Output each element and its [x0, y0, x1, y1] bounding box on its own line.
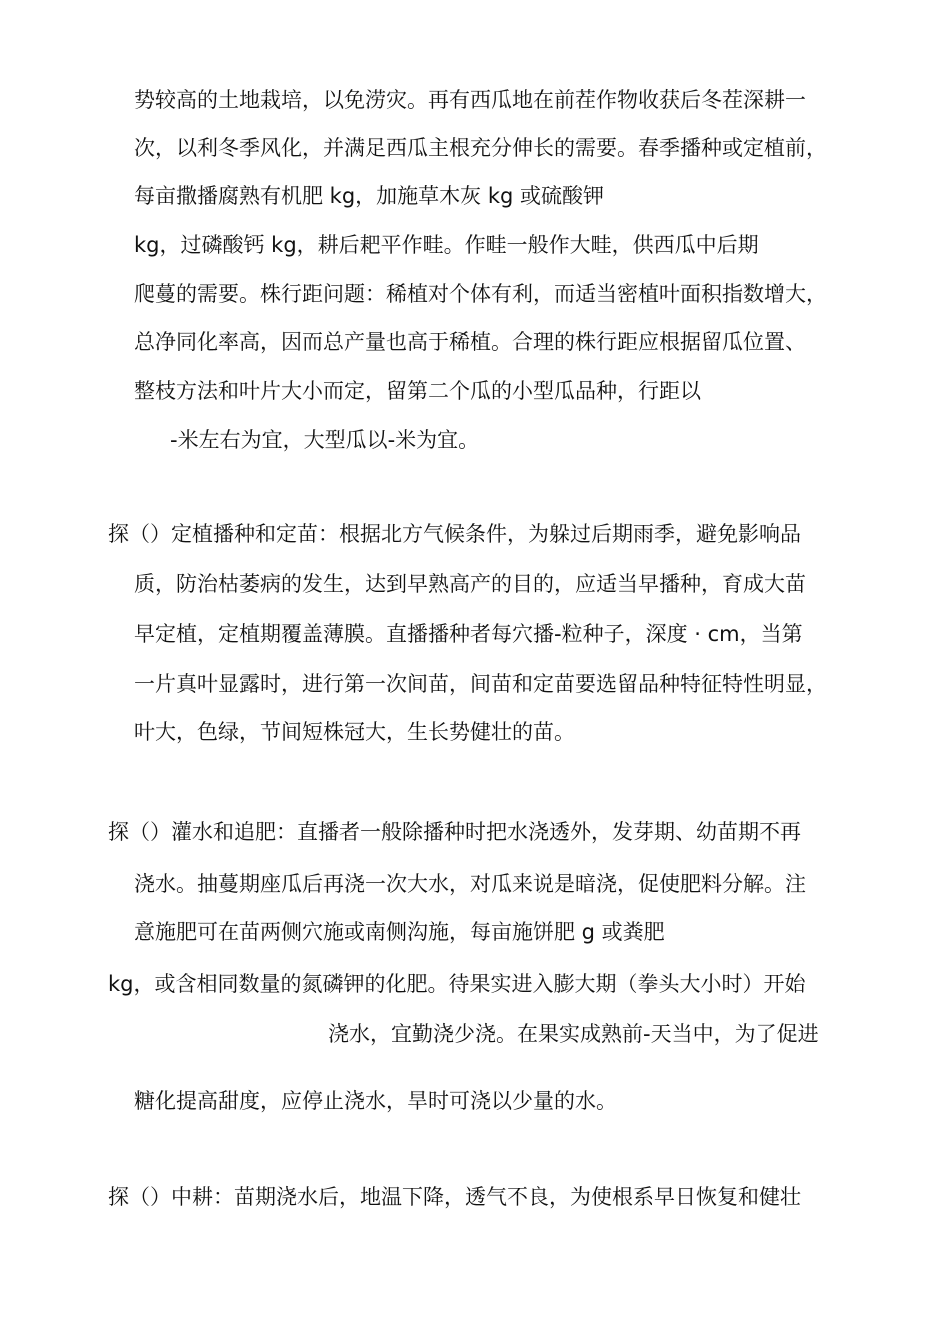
text-line: 势较高的土地栽培，以免涝灾。再有西瓜地在前茬作物收获后冬茬深耕一 [134, 88, 806, 112]
text-line: 早定植，定植期覆盖薄膜。直播播种者每穴播-粒种子，深度 · cm，当第 [134, 622, 803, 646]
section-first-line: 探（）定植播种和定苗：根据北方气候条件，为躲过后期雨季，避免影响品 [108, 522, 801, 546]
text-line: kg，过磷酸钙 kg，耕后耙平作畦。作畦一般作大畦，供西瓜中后期 [134, 233, 759, 257]
text-line: 质，防治枯萎病的发生，达到早熟高产的目的，应适当早播种，育成大苗 [134, 572, 806, 596]
text-line: 浇水。抽蔓期座瓜后再浇一次大水，对瓜来说是暗浇，促使肥料分解。注 [134, 872, 806, 896]
text-line: 浇水，宜勤浇少浇。在果实成熟前-天当中，为了促进 [328, 1022, 819, 1046]
text-line: 整枝方法和叶片大小而定，留第二个瓜的小型瓜品种，行距以 [134, 379, 701, 403]
text-line: kg，或含相同数量的氮磷钾的化肥。待果实进入膨大期（拳头大小时）开始 [108, 972, 806, 996]
text-line: 爬蔓的需要。株行距问题：稀植对个体有利，而适当密植叶面积指数增大， [134, 282, 827, 306]
text-line: 糖化提高甜度，应停止浇水，旱时可浇以少量的水。 [134, 1089, 617, 1113]
section-first-line: 探（）中耕：苗期浇水后，地温下降，透气不良，为使根系早日恢复和健壮 [108, 1185, 801, 1209]
text-line: 总净同化率高，因而总产量也高于稀植。合理的株行距应根据留瓜位置、 [134, 330, 806, 354]
section-first-line: 探（）灌水和追肥：直播者一般除播种时把水浇透外，发芽期、幼苗期不再 [108, 820, 801, 844]
text-line: 每亩撒播腐熟有机肥 kg，加施草木灰 kg 或硫酸钾 [134, 184, 605, 208]
text-line: 次，以利冬季风化，并满足西瓜主根充分伸长的需要。春季播种或定植前， [134, 136, 827, 160]
text-line: 一片真叶显露时，进行第一次间苗，间苗和定苗要选留品种特征特性明显， [134, 672, 827, 696]
text-line: -米左右为宜，大型瓜以-米为宜。 [170, 428, 480, 452]
text-line: 叶大，色绿，节间短株冠大，生长势健壮的苗。 [134, 720, 575, 744]
text-line: 意施肥可在苗两侧穴施或南侧沟施，每亩施饼肥 g 或粪肥 [134, 920, 665, 944]
